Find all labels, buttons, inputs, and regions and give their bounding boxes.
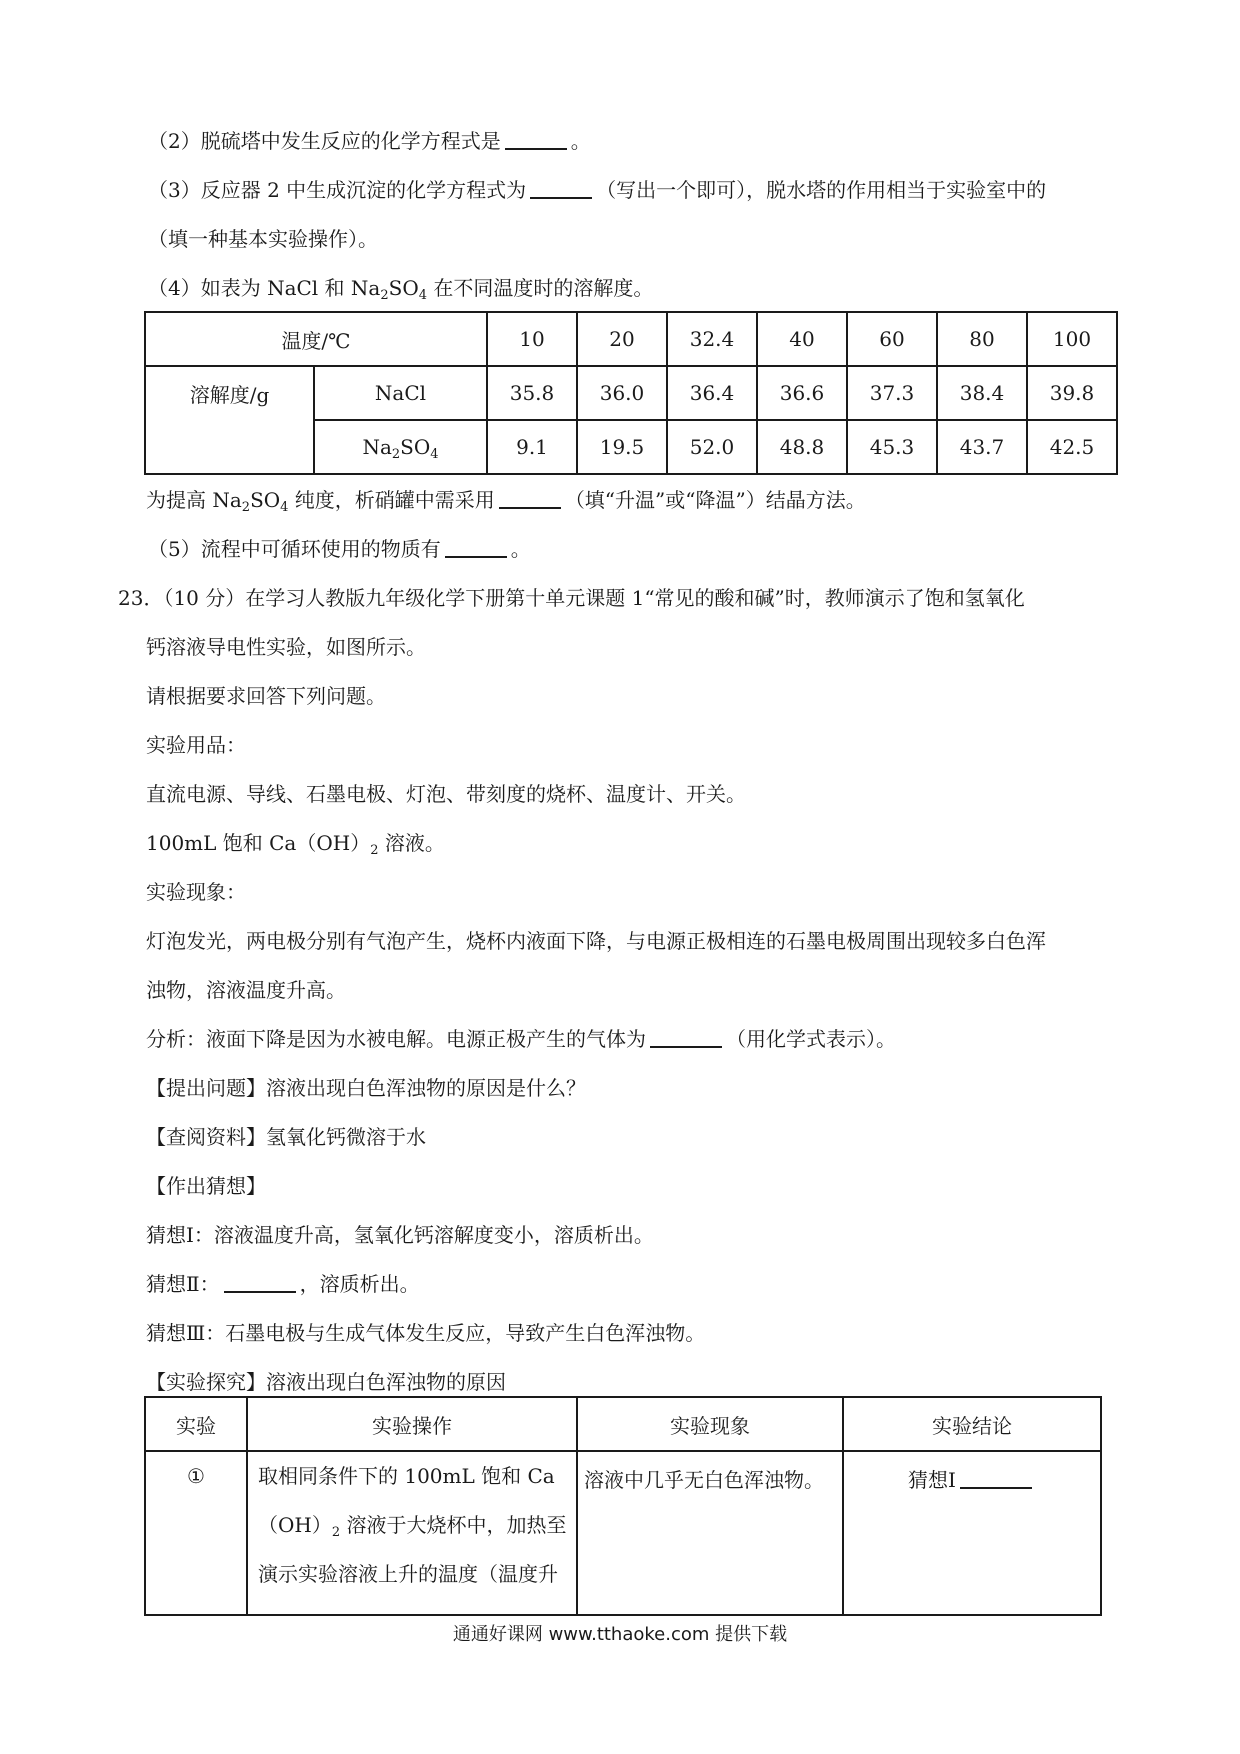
table-cell: 36.4 xyxy=(667,366,757,420)
text-part: ，溶质析出。 xyxy=(299,1272,420,1296)
analysis-line xyxy=(146,1025,896,1053)
phenomenon-heading: 实验现象： xyxy=(146,880,246,904)
materials-heading: 实验用品： xyxy=(146,733,246,757)
answer-blank xyxy=(650,1026,722,1048)
table-cell: 40 xyxy=(757,312,847,366)
text-part: 溶液于大烧杯中，加热至 xyxy=(340,1513,567,1537)
page-footer: 通通好课网 www.tthaoke.com 提供下载 xyxy=(452,1624,788,1645)
table-cell: 35.8 xyxy=(487,366,577,420)
text-part: （填“升温”或“降温”）结晶方法。 xyxy=(564,488,866,512)
experiment-heading: 【实验探究】溶液出现白色浑浊物的原因 xyxy=(146,1370,506,1394)
question-3-line-2: （填一种基本实验操作）。 xyxy=(148,227,378,251)
question-3-text: （3）反应器 2 中生成沉淀的化学方程式为 xyxy=(148,178,527,202)
experiment-number: ① xyxy=(145,1451,247,1615)
answer-blank xyxy=(499,487,561,509)
table-cell: 48.8 xyxy=(757,420,847,474)
question-4 xyxy=(148,274,653,302)
question-3-text-2: （写出一个即可），脱水塔的作用相当于实验室中的 xyxy=(596,178,1047,202)
table-cell: 36.0 xyxy=(577,366,667,420)
question-5-text: （5）流程中可循环使用的物质有 xyxy=(148,537,441,561)
table-cell: 100 xyxy=(1027,312,1117,366)
table-cell: 19.5 xyxy=(577,420,667,474)
solubility-header: 溶解度/g xyxy=(145,366,314,474)
question-heading: 【提出问题】溶液出现白色浑浊物的原因是什么？ xyxy=(146,1076,586,1100)
answer-blank xyxy=(505,128,567,150)
phenomenon-line-1: 灯泡发光，两电极分别有气泡产生，烧杯内液面下降，与电源正极相连的石墨电极周围出现较多白色浑 xyxy=(146,929,1046,953)
hypothesis-3: 猜想Ⅲ：石墨电极与生成气体发生反应，导致产生白色浑浊物。 xyxy=(146,1321,706,1345)
answer-blank xyxy=(445,536,507,558)
question-2-text: （2）脱硫塔中发生反应的化学方程式是 xyxy=(148,129,501,153)
table-row xyxy=(145,1451,1101,1615)
text-part: 100mL 饱和 Ca（OH） xyxy=(146,831,371,855)
question-3 xyxy=(148,176,1046,204)
table-cell: 42.5 xyxy=(1027,420,1117,474)
subscript: 2 xyxy=(331,1525,341,1540)
hypothesis-heading: 【作出猜想】 xyxy=(146,1174,266,1198)
question-23-line-1: 23．（10 分）在学习人教版九年级化学下册第十单元课题 1“常见的酸和碱”时，教师演示了饱和氢氧化 xyxy=(118,586,1025,610)
conclusion-text: 猜想Ⅰ xyxy=(908,1468,956,1492)
operation-line xyxy=(258,1501,574,1550)
table-header: 实验结论 xyxy=(843,1397,1101,1451)
formula-part: Na xyxy=(362,435,392,459)
reference-heading: 【查阅资料】氢氧化钙微溶于水 xyxy=(146,1125,426,1149)
table-cell: 60 xyxy=(847,312,937,366)
solubility-table xyxy=(144,311,1118,475)
table-cell: 37.3 xyxy=(847,366,937,420)
table-cell: 38.4 xyxy=(937,366,1027,420)
nacl-label: NaCl xyxy=(314,366,487,420)
table-cell: 36.6 xyxy=(757,366,847,420)
table-cell: 45.3 xyxy=(847,420,937,474)
experiment-table xyxy=(144,1396,1102,1616)
question-4-text: （4）如表为 NaCl 和 Na xyxy=(148,276,381,300)
question-2 xyxy=(148,127,591,155)
question-5-end: 。 xyxy=(510,537,531,561)
text-part: 猜想Ⅱ： xyxy=(146,1272,220,1296)
text-part: 纯度，析硝罐中需采用 xyxy=(288,488,495,512)
materials-solution xyxy=(146,829,445,857)
text-part: （用化学式表示）。 xyxy=(726,1027,896,1051)
question-4-formula: SO xyxy=(388,276,419,300)
formula-part: SO xyxy=(400,435,431,459)
table-row xyxy=(145,312,1117,366)
experiment-phenomenon: 溶液中几乎无白色浑浊物。 xyxy=(577,1451,843,1615)
question-2-end: 。 xyxy=(570,129,591,153)
hypothesis-2 xyxy=(146,1270,420,1298)
table-header: 实验现象 xyxy=(577,1397,843,1451)
phenomenon-line-2: 浊物，溶液温度升高。 xyxy=(146,978,346,1002)
question-23-line-2: 钙溶液导电性实验，如图所示。 xyxy=(146,635,426,659)
text-part: 为提高 Na xyxy=(146,488,242,512)
table-cell: 43.7 xyxy=(937,420,1027,474)
text-part: 分析：液面下降是因为水被电解。电源正极产生的气体为 xyxy=(146,1027,646,1051)
experiment-conclusion xyxy=(843,1451,1101,1615)
question-5 xyxy=(148,535,531,563)
table-row xyxy=(145,1397,1101,1451)
subscript: 2 xyxy=(380,288,389,303)
answer-blank xyxy=(960,1467,1032,1489)
subscript: 2 xyxy=(370,843,379,858)
table-cell: 10 xyxy=(487,312,577,366)
subscript: 2 xyxy=(241,500,251,515)
table-cell: 32.4 xyxy=(667,312,757,366)
table-header: 实验操作 xyxy=(247,1397,577,1451)
subscript: 4 xyxy=(418,288,428,303)
table-cell: 39.8 xyxy=(1027,366,1117,420)
text-part: SO xyxy=(250,488,281,512)
subscript: 4 xyxy=(430,447,439,462)
answer-blank xyxy=(530,177,592,199)
table-cell: 80 xyxy=(937,312,1027,366)
table-cell: 20 xyxy=(577,312,667,366)
subscript: 2 xyxy=(391,447,401,462)
question-23-line-3: 请根据要求回答下列问题。 xyxy=(146,684,386,708)
operation-line: 取相同条件下的 100mL 饱和 Ca xyxy=(258,1464,555,1488)
na2so4-label xyxy=(314,420,487,474)
temp-header: 温度/℃ xyxy=(145,312,487,366)
table-header: 实验 xyxy=(145,1397,247,1451)
experiment-operation xyxy=(247,1451,577,1615)
answer-blank xyxy=(224,1271,296,1293)
subscript: 4 xyxy=(280,500,289,515)
table-cell: 9.1 xyxy=(487,420,577,474)
table-cell: 52.0 xyxy=(667,420,757,474)
after-table-text xyxy=(146,486,866,514)
text-part: （OH） xyxy=(258,1513,332,1537)
hypothesis-1: 猜想Ⅰ：溶液温度升高，氢氧化钙溶解度变小，溶质析出。 xyxy=(146,1223,654,1247)
table-row xyxy=(145,366,1117,420)
question-4-text-2: 在不同温度时的溶解度。 xyxy=(427,276,654,300)
text-part: 溶液。 xyxy=(378,831,445,855)
operation-line: 演示实验溶液上升的温度（温度升 xyxy=(258,1562,558,1586)
materials-list: 直流电源、导线、石墨电极、灯泡、带刻度的烧杯、温度计、开关。 xyxy=(146,782,746,806)
